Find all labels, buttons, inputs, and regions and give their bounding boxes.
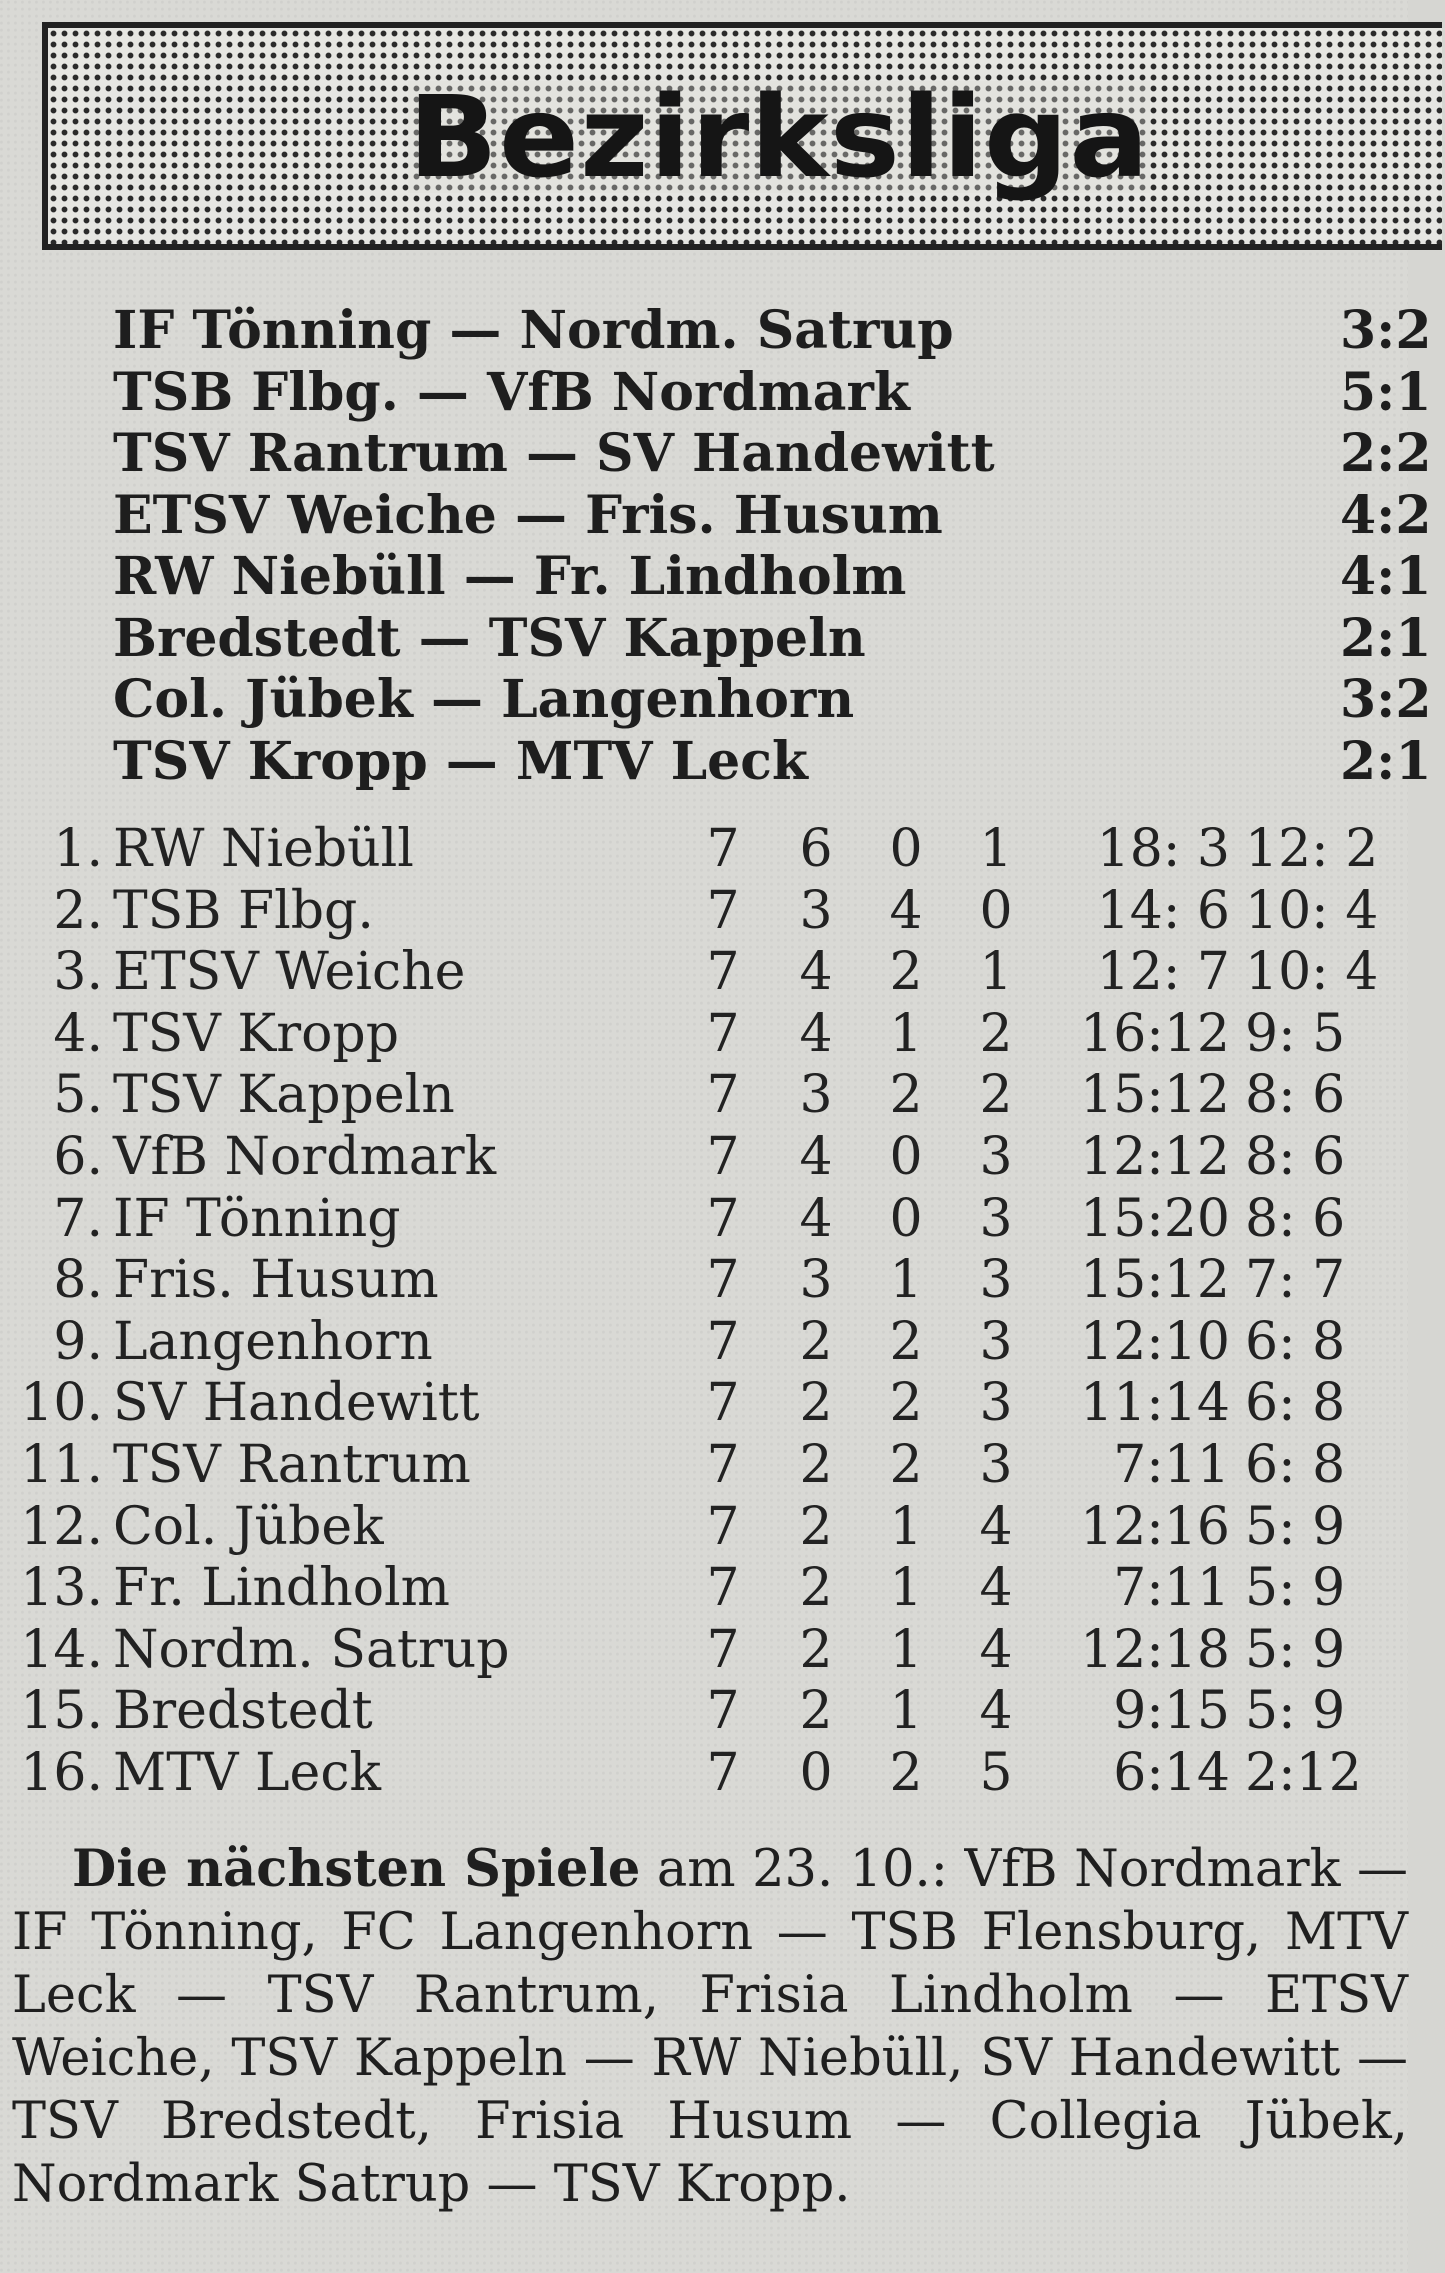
table-row xyxy=(0,818,1408,880)
standing-points: 5: 9 xyxy=(1245,1558,1346,1619)
standing-drawn: 1 xyxy=(889,1496,923,1557)
standing-won: 3 xyxy=(799,1250,833,1311)
standing-team: TSV Kropp xyxy=(113,1003,399,1064)
standing-drawn: 1 xyxy=(889,1003,923,1064)
standing-lost: 4 xyxy=(979,1619,1013,1680)
standing-points: 9: 5 xyxy=(1245,1003,1346,1064)
standing-goals: 12:16 xyxy=(1080,1496,1230,1557)
standing-drawn: 2 xyxy=(889,942,923,1003)
standing-won: 4 xyxy=(799,1188,833,1249)
result-match: IF Tönning — Nordm. Satrup xyxy=(113,300,954,361)
standing-team: Fr. Lindholm xyxy=(113,1558,450,1619)
standing-rank: 5. xyxy=(53,1065,103,1126)
result-row xyxy=(0,300,1432,362)
standing-team: Col. Jübek xyxy=(113,1496,384,1557)
standing-lost: 2 xyxy=(979,1065,1013,1126)
standing-goals: 16:12 xyxy=(1080,1003,1230,1064)
result-score: 3:2 xyxy=(1340,669,1432,730)
standing-points: 2:12 xyxy=(1245,1743,1362,1803)
result-row xyxy=(0,484,1432,547)
standing-points: 10: 4 xyxy=(1245,942,1379,1003)
standing-lost: 2 xyxy=(979,1003,1013,1064)
standing-rank: 14. xyxy=(20,1619,103,1680)
standing-games: 7 xyxy=(706,1188,740,1249)
standing-goals: 12:12 xyxy=(1080,1127,1230,1187)
standing-won: 6 xyxy=(799,819,833,879)
standing-goals: 9:15 xyxy=(1113,1681,1230,1742)
table-row xyxy=(0,1003,1408,1065)
standing-won: 4 xyxy=(799,1003,833,1064)
standing-goals: 18: 3 xyxy=(1096,819,1230,879)
standing-drawn: 2 xyxy=(889,1065,923,1126)
result-score: 2:2 xyxy=(1340,423,1432,484)
standing-drawn: 1 xyxy=(889,1558,923,1619)
standing-points: 6: 8 xyxy=(1245,1373,1346,1434)
standing-games: 7 xyxy=(706,1435,740,1495)
standing-team: Langenhorn xyxy=(113,1311,433,1372)
standing-won: 3 xyxy=(799,880,833,941)
header-banner xyxy=(42,22,1442,250)
standing-won: 4 xyxy=(799,1127,833,1187)
standing-rank: 9. xyxy=(53,1311,103,1372)
table-row xyxy=(0,1557,1408,1619)
standing-lost: 5 xyxy=(979,1743,1013,1803)
standing-rank: 7. xyxy=(53,1188,103,1249)
standing-goals: 7:11 xyxy=(1113,1435,1230,1495)
standing-rank: 16. xyxy=(20,1743,103,1803)
standing-rank: 12. xyxy=(20,1496,103,1557)
standing-games: 7 xyxy=(706,1127,740,1187)
standing-team: SV Handewitt xyxy=(113,1373,480,1434)
page-title: Bezirksliga xyxy=(408,71,1150,203)
standing-lost: 4 xyxy=(979,1496,1013,1557)
standing-games: 7 xyxy=(706,942,740,1003)
standing-points: 5: 9 xyxy=(1245,1681,1346,1742)
result-match: TSV Rantrum — SV Handewitt xyxy=(113,423,995,484)
table-row xyxy=(0,1188,1408,1250)
standing-rank: 3. xyxy=(53,942,103,1003)
standing-team: TSV Rantrum xyxy=(113,1435,471,1495)
result-match: Bredstedt — TSV Kappeln xyxy=(113,607,866,669)
result-score: 4:1 xyxy=(1340,546,1432,607)
standing-lost: 3 xyxy=(979,1311,1013,1372)
standing-games: 7 xyxy=(706,1558,740,1619)
standing-won: 2 xyxy=(799,1558,833,1619)
result-row xyxy=(0,423,1432,485)
table-row xyxy=(0,1249,1408,1311)
standing-drawn: 1 xyxy=(889,1250,923,1311)
standing-goals: 6:14 xyxy=(1113,1743,1230,1803)
standing-goals: 7:11 xyxy=(1113,1558,1230,1619)
standing-lost: 3 xyxy=(979,1127,1013,1187)
standing-drawn: 1 xyxy=(889,1681,923,1742)
standing-points: 8: 6 xyxy=(1245,1188,1346,1249)
standing-rank: 1. xyxy=(53,819,103,879)
result-match: TSB Flbg. — VfB Nordmark xyxy=(113,361,910,423)
standing-games: 7 xyxy=(706,1619,740,1680)
standing-rank: 11. xyxy=(20,1435,103,1495)
next-games-lead: Die nächsten Spiele xyxy=(72,1839,641,1899)
standing-team: Nordm. Satrup xyxy=(113,1619,510,1680)
standing-rank: 2. xyxy=(53,880,103,941)
standing-won: 4 xyxy=(799,942,833,1003)
standing-lost: 1 xyxy=(979,942,1013,1003)
table-row xyxy=(0,941,1408,1003)
standing-points: 8: 6 xyxy=(1245,1127,1346,1187)
standing-points: 5: 9 xyxy=(1245,1496,1346,1557)
table-row xyxy=(0,1434,1408,1496)
standing-points: 12: 2 xyxy=(1245,819,1379,879)
table-row xyxy=(0,1126,1408,1188)
standing-goals: 14: 6 xyxy=(1096,880,1230,941)
standing-goals: 15:12 xyxy=(1080,1250,1230,1311)
next-games-text: am 23. 10.: VfB Nordmark — IF Tönning, FC Langenhorn — TSB Flensburg, MTV Leck — TSV Rantrum, Frisia Lindholm — ETSV Weiche, TSV Kappeln — RW Niebüll, SV Handewitt — TSV Bredstedt, Frisia Husum — Collegia Jübek, Nordmark Satrup — TSV Kropp. xyxy=(12,1840,1409,2214)
standing-won: 2 xyxy=(799,1373,833,1434)
standing-team: TSB Flbg. xyxy=(113,880,374,941)
standing-team: RW Niebüll xyxy=(113,819,414,879)
standing-lost: 4 xyxy=(979,1558,1013,1619)
standing-goals: 15:20 xyxy=(1080,1188,1230,1249)
standing-rank: 15. xyxy=(20,1681,103,1742)
table-row xyxy=(0,1064,1408,1126)
standing-lost: 3 xyxy=(979,1188,1013,1249)
standing-games: 7 xyxy=(706,1003,740,1064)
table-row xyxy=(0,1496,1408,1558)
standing-drawn: 0 xyxy=(889,1188,923,1249)
result-score: 2:1 xyxy=(1340,607,1432,669)
table-row xyxy=(0,1372,1408,1434)
standing-drawn: 0 xyxy=(889,1127,923,1187)
standing-won: 2 xyxy=(799,1435,833,1495)
result-row xyxy=(0,546,1432,608)
standing-games: 7 xyxy=(706,1681,740,1742)
result-score: 5:1 xyxy=(1340,361,1432,423)
standing-points: 8: 6 xyxy=(1245,1065,1346,1126)
table-row xyxy=(0,1680,1408,1742)
standing-won: 0 xyxy=(799,1743,833,1803)
standing-drawn: 2 xyxy=(889,1743,923,1803)
standing-games: 7 xyxy=(706,1250,740,1311)
standing-drawn: 2 xyxy=(889,1373,923,1434)
standing-rank: 6. xyxy=(53,1127,103,1187)
result-match: TSV Kropp — MTV Leck xyxy=(113,730,808,792)
standing-team: ETSV Weiche xyxy=(113,942,466,1003)
standing-team: Bredstedt xyxy=(113,1681,373,1742)
standing-lost: 3 xyxy=(979,1250,1013,1311)
standing-drawn: 0 xyxy=(889,819,923,879)
standing-rank: 4. xyxy=(53,1003,103,1064)
standing-goals: 12:10 xyxy=(1080,1311,1230,1372)
standing-games: 7 xyxy=(706,1311,740,1372)
result-match: RW Niebüll — Fr. Lindholm xyxy=(113,546,907,607)
standing-lost: 0 xyxy=(979,880,1013,941)
standing-points: 7: 7 xyxy=(1245,1250,1346,1311)
standing-rank: 8. xyxy=(53,1250,103,1311)
standing-won: 2 xyxy=(799,1619,833,1680)
table-row xyxy=(0,1311,1408,1373)
standing-drawn: 2 xyxy=(889,1311,923,1372)
standing-goals: 15:12 xyxy=(1080,1065,1230,1126)
standing-team: Fris. Husum xyxy=(113,1250,439,1311)
result-score: 3:2 xyxy=(1340,300,1432,361)
standing-won: 2 xyxy=(799,1681,833,1742)
result-row xyxy=(0,730,1432,793)
table-row xyxy=(0,880,1408,942)
standing-team: MTV Leck xyxy=(113,1743,381,1803)
standing-lost: 3 xyxy=(979,1373,1013,1434)
standing-games: 7 xyxy=(706,1496,740,1557)
standing-points: 10: 4 xyxy=(1245,880,1379,941)
standing-goals: 12:18 xyxy=(1080,1619,1230,1680)
result-score: 2:1 xyxy=(1340,730,1432,792)
standing-drawn: 4 xyxy=(889,880,923,941)
standing-rank: 10. xyxy=(20,1373,103,1434)
standing-goals: 12: 7 xyxy=(1096,942,1230,1003)
standing-games: 7 xyxy=(706,1373,740,1434)
standing-points: 6: 8 xyxy=(1245,1435,1346,1495)
result-score: 4:2 xyxy=(1340,484,1432,546)
standing-team: IF Tönning xyxy=(113,1188,401,1249)
standing-team: VfB Nordmark xyxy=(113,1127,497,1187)
result-row xyxy=(0,607,1432,670)
standing-games: 7 xyxy=(706,1743,740,1803)
standing-points: 6: 8 xyxy=(1245,1311,1346,1372)
standing-games: 7 xyxy=(706,819,740,879)
standing-won: 3 xyxy=(799,1065,833,1126)
standing-goals: 11:14 xyxy=(1080,1373,1230,1434)
next-games-paragraph xyxy=(12,1838,1408,2216)
table-row xyxy=(0,1742,1408,1804)
standing-won: 2 xyxy=(799,1496,833,1557)
standing-points: 5: 9 xyxy=(1245,1619,1346,1680)
standing-lost: 4 xyxy=(979,1681,1013,1742)
standing-rank: 13. xyxy=(20,1558,103,1619)
result-row xyxy=(0,361,1432,424)
standing-games: 7 xyxy=(706,880,740,941)
result-row xyxy=(0,669,1432,731)
standing-lost: 3 xyxy=(979,1435,1013,1495)
table-row xyxy=(0,1619,1408,1681)
result-match: Col. Jübek — Langenhorn xyxy=(113,669,855,730)
result-match: ETSV Weiche — Fris. Husum xyxy=(113,484,943,546)
standing-team: TSV Kappeln xyxy=(113,1065,455,1126)
standing-drawn: 2 xyxy=(889,1435,923,1495)
standing-drawn: 1 xyxy=(889,1619,923,1680)
standing-won: 2 xyxy=(799,1311,833,1372)
standing-lost: 1 xyxy=(979,819,1013,879)
standing-games: 7 xyxy=(706,1065,740,1126)
